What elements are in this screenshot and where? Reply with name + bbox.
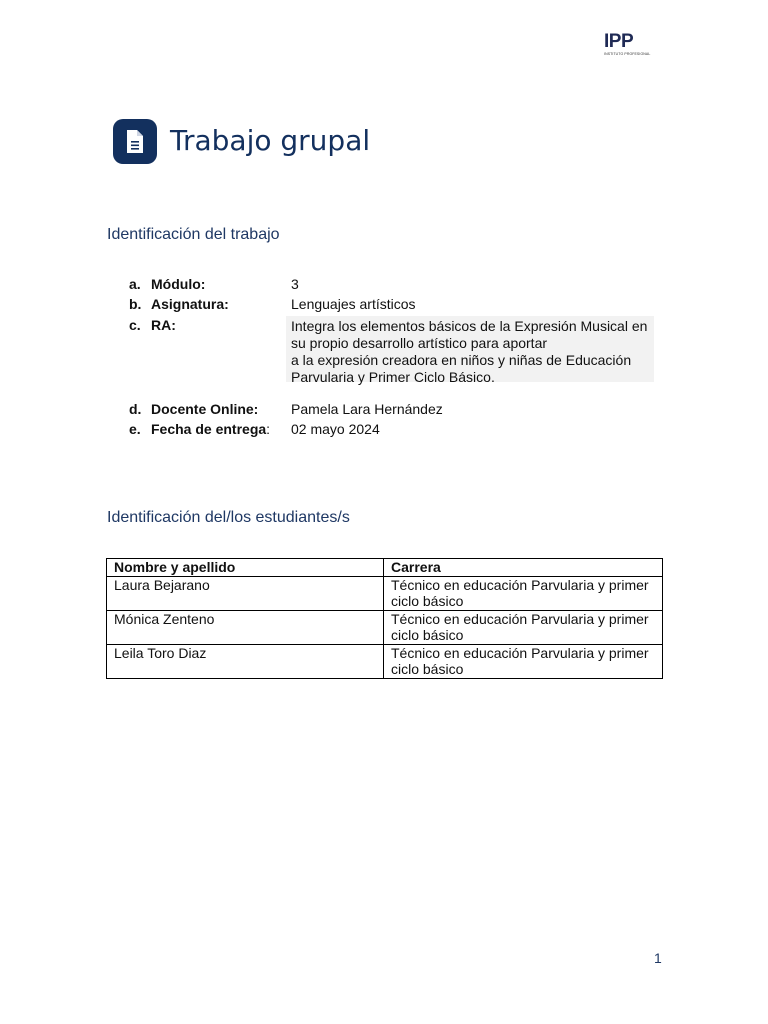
page-number: 1 xyxy=(654,950,662,966)
column-header-name: Nombre y apellido xyxy=(107,559,384,577)
table-row xyxy=(107,576,663,610)
work-identification-heading: Identificación del trabajo xyxy=(107,226,280,243)
document-icon xyxy=(113,119,157,164)
students-identification-heading: Identificación del/los estudiantes/s xyxy=(107,509,350,526)
ra-value: Integra los elementos básicos de la Expresión Musical en su propio desarrollo artístico para aportar a la expresión creadora en niños y niñas de Educación Parvularia y Primer Ciclo Básico. xyxy=(291,318,648,385)
student-name: Mónica Zenteno xyxy=(107,610,384,644)
students-table xyxy=(106,558,663,679)
student-career: Técnico en educación Parvularia y primer ciclo básico xyxy=(384,644,663,678)
ipp-logo xyxy=(604,32,650,56)
table-row xyxy=(107,644,663,678)
student-career: Técnico en educación Parvularia y primer ciclo básico xyxy=(384,610,663,644)
table-header-row xyxy=(107,559,663,577)
logo-text: IPP xyxy=(604,31,634,52)
student-name: Leila Toro Diaz xyxy=(107,644,384,678)
page-title: Trabajo grupal xyxy=(170,124,371,157)
column-header-career: Carrera xyxy=(384,559,663,577)
logo-subtitle: INSTITUTO PROFESIONAL xyxy=(604,52,651,56)
table-row xyxy=(107,610,663,644)
student-name: Laura Bejarano xyxy=(107,576,384,610)
student-career: Técnico en educación Parvularia y primer ciclo básico xyxy=(384,576,663,610)
